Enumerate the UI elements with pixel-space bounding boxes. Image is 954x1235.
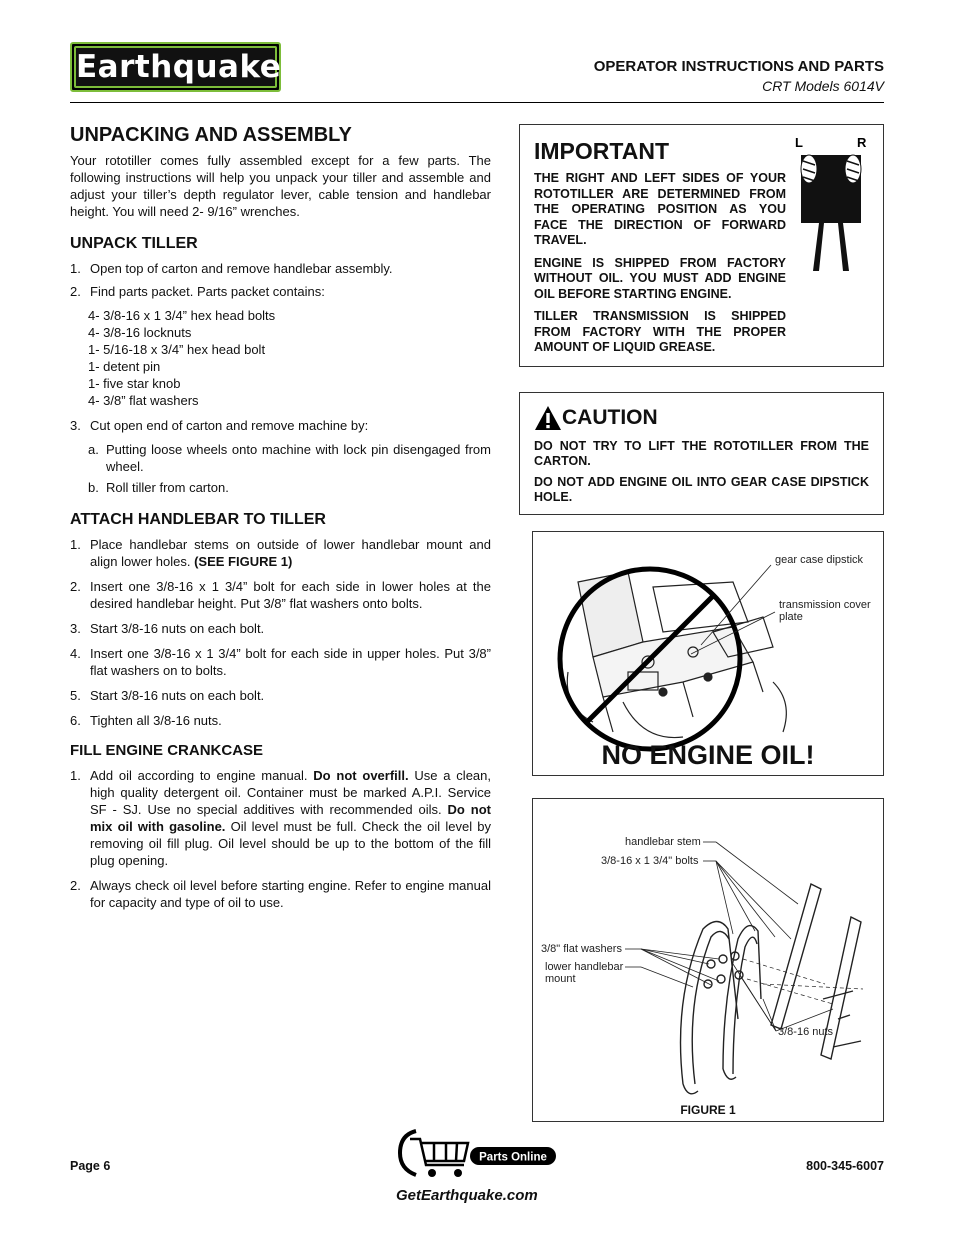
list-item: 3. Start 3/8-16 nuts on each bolt. [70,621,265,636]
phone-number: 800-345-6007 [806,1159,884,1173]
parts-list-item: 4- 3/8” flat washers [88,393,199,408]
list-item: 5. Start 3/8-16 nuts on each bolt. [70,688,265,703]
brand-logo [70,42,281,92]
parts-online-cart-logo [396,1125,558,1181]
left-side-label: L [795,135,803,150]
important-paragraph: ENGINE IS SHIPPED FROM FACTORY WITHOUT OIL. YOU MUST ADD ENGINE OIL BEFORE STARTING ENGINE. [534,255,786,301]
parts-list-item: 1- five star knob [88,376,181,391]
important-box [519,124,884,367]
important-paragraph: TILLER TRANSMISSION IS SHIPPED FROM FACTORY WITH THE PROPER AMOUNT OF LIQUID GREASE. [534,309,786,354]
fill-heading: FILL ENGINE CRANKCASE [70,742,264,759]
figure-caption: FIGURE 1 [680,1103,736,1117]
caution-paragraph: DO NOT ADD ENGINE OIL INTO GEAR CASE DIPSTICK HOLE. [534,475,869,504]
lower-mount-label: lower handlebar mount [545,961,624,985]
right-side-label: R [857,135,867,150]
parts-online-label: Parts Online [479,1151,547,1164]
washers-label: 3/8" flat washers [541,943,622,955]
left-column [70,122,491,911]
handlebar-stem-label: handlebar stem [625,836,701,848]
parts-list-item: 1- 5/16-18 x 3/4” hex head bolt [88,342,266,357]
list-item: 2. Insert one 3/8-16 x 1 3/4” bolt for each side in lower holes at the desired handlebar height. Put 3/8” flat washers onto bolts. [70,579,491,611]
list-item: 2. Find parts packet. Parts packet contains: [70,284,325,299]
sub-list-item: b. Roll tiller from carton. [88,480,229,495]
nuts-label: 3/8-16 nuts [778,1026,834,1038]
no-engine-oil-banner: NO ENGINE OIL! [601,740,815,770]
parts-list-item: 4- 3/8-16 x 1 3/4” hex head bolts [88,308,276,323]
list-item: 1. Add oil according to engine manual. Do not overfill. Use a clean, high quality detergent oil. Container must be marked A.P.I. Service SF - SJ. Use no special additives with recommended oils. Do not mix oil with gasoline. Oil level must be full. Check the oil level by removing oil fill plug. Oil level should be up to the bottom of the fill plug opening. [70,768,491,868]
list-item: 1. Open top of carton and remove handlebar assembly. [70,261,393,276]
intro-paragraph: Your rototiller comes fully assembled except for a few parts. The following instructions will help you unpack your tiller and assemble and adjust your tiller’s depth regulator lever, cable tension and handlebar height. You will need 2- 9/16” wrenches. [70,153,491,219]
list-item: 3. Cut open end of carton and remove machine by: [70,418,369,433]
dipstick-label: gear case dipstick [775,554,864,566]
caution-paragraph: DO NOT TRY TO LIFT THE ROTOTILLER FROM THE CARTON. [534,439,869,468]
figure-1 [532,798,884,1122]
header-divider [70,102,884,103]
sub-list-item: a. Putting loose wheels onto machine with lock pin disengaged from wheel. [88,442,491,474]
parts-list [88,307,491,409]
cover-plate-label: transmission cover plate [779,599,871,623]
document-title: OPERATOR INSTRUCTIONS AND PARTS [593,58,884,75]
list-item: 6. Tighten all 3/8-16 nuts. [70,713,222,728]
page-number: Page 6 [70,1159,111,1173]
important-paragraph: THE RIGHT AND LEFT SIDES OF YOUR ROTOTILLER ARE DETERMINED FROM THE OPERATING POSITION AS YOU FACE THE DIRECTION OF FORWARD TRAVEL. [534,171,786,247]
attach-heading: ATTACH HANDLEBAR TO TILLER [70,511,326,528]
list-item: 4. Insert one 3/8-16 x 1 3/4” bolt for each side in upper holes. Put 3/8” flat washers on to bolts. [70,646,491,678]
website-url[interactable]: GetEarthquake.com [396,1187,538,1204]
document-subtitle: CRT Models 6014V [762,78,884,94]
important-title: IMPORTANT [534,138,670,164]
parts-list-item: 4- 3/8-16 locknuts [88,325,192,340]
brand-logo-text: Earthquake [74,46,277,88]
handlebar-assembly-illustration [533,799,883,1121]
list-item: 1. Place handlebar stems on outside of lower handlebar mount and align lower holes. (SEE FIGURE 1) [70,537,491,569]
gear-case-figure [532,531,884,776]
bolts-label: 3/8-16 x 1 3/4" bolts [601,855,699,867]
caution-title: CAUTION [562,406,658,429]
caution-box [519,392,884,515]
gear-case-illustration [533,532,883,775]
handlebar-orientation-illustration [791,135,871,275]
list-item: 2. Always check oil level before starting engine. Refer to engine manual for capacity and type of oil to use. [70,878,491,910]
parts-list-item: 1- detent pin [88,359,161,374]
unpack-heading: UNPACK TILLER [70,235,198,252]
warning-icon [534,405,562,431]
section-title: UNPACKING AND ASSEMBLY [70,124,352,146]
